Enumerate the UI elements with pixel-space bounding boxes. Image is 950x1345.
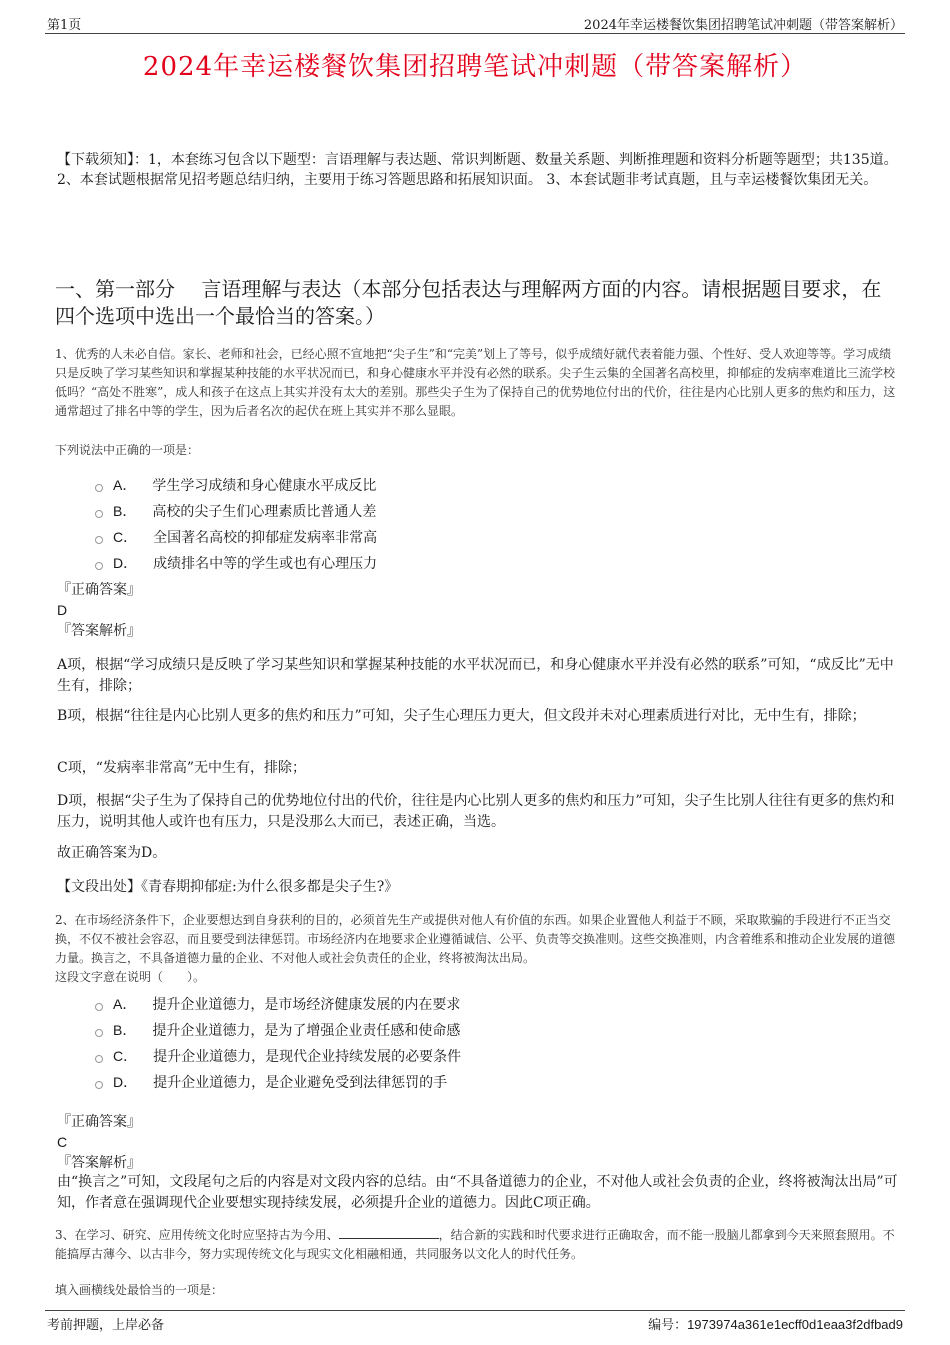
- radio-icon[interactable]: [95, 1003, 103, 1011]
- option-letter: B．: [113, 503, 137, 519]
- document-code: [648, 1314, 903, 1333]
- q1-analysis-a: A项，根据“学习成绩只是反映了学习某些知识和掌握某种技能的水平状况而已，和身心健康水平并没有必然的联系”可知，“成反比”无中生有，排除；: [57, 657, 894, 694]
- q2-answer-label: 『正确答案』: [57, 1114, 141, 1130]
- q3-text-before: 3、在学习、研究、应用传统文化时应坚持古为今用、: [55, 1228, 339, 1242]
- q1-option-c[interactable]: [95, 524, 875, 550]
- option-text: 成绩排名中等的学生或也有心理压力: [153, 556, 378, 572]
- q2-passage: 2、在市场经济条件下，企业要想达到自身获利的目的，必须首先生产或提供对他人有价值的东西。如果企业置他人利益于不顾，采取欺骗的手段进行不正当交换，不仅不被社会容忍，而且要受到法律惩罚。市场经济内在地要求企业遵循诚信、公平、负责等交换准则。这些交换准则，内含着维系和推动企业发展的道德力量。换言之，不具备道德力量的企业、不对他人或社会负责任的企业，终将被淘汰出局。: [55, 913, 896, 965]
- option-text: 学生学习成绩和身心健康水平成反比: [152, 478, 377, 494]
- q1-source: 【文段出处】《青春期抑郁症:为什么很多都是尖子生?》: [57, 879, 399, 895]
- q1-prompt: 下列说法中正确的一项是：: [55, 443, 200, 457]
- footer-rule: [45, 1310, 905, 1311]
- radio-icon[interactable]: [95, 484, 103, 492]
- q2-options: [95, 991, 875, 1095]
- q1-answer-label: 『正确答案』: [57, 582, 141, 598]
- code-value: 1973974a361e1ecff0d1eaa3f2dfbad9: [687, 1317, 903, 1332]
- q1-analysis-label: 『答案解析』: [57, 623, 141, 639]
- q1-analysis-b: B项，根据“往往是内心比别人更多的焦灼和压力”可知，尖子生心理压力更大，但文段并未对心理素质进行对比，无中生有，排除；: [57, 708, 866, 724]
- option-letter: A．: [113, 996, 137, 1012]
- q2-analysis: 由“换言之”可知，文段尾句之后的内容是对文段内容的总结。由“不具备道德力的企业，不对他人或社会负责的企业，终将被淘汰出局”可知，作者意在强调现代企业要想实现持续发展，必须提升企业的道德力。因此C项正确。: [57, 1174, 898, 1211]
- radio-icon[interactable]: [95, 1055, 103, 1063]
- radio-icon[interactable]: [95, 1029, 103, 1037]
- option-text: 高校的尖子生们心理素质比普通人差: [152, 504, 377, 520]
- running-header-title: 2024年幸运楼餐饮集团招聘笔试冲刺题（带答案解析）: [583, 18, 903, 33]
- document-title: 2024年幸运楼餐饮集团招聘笔试冲刺题（带答案解析）: [142, 52, 808, 82]
- option-letter: A．: [113, 477, 137, 493]
- q1-conclusion: 故正确答案为D。: [57, 845, 167, 861]
- radio-icon[interactable]: [95, 1081, 103, 1089]
- q2-option-d[interactable]: [95, 1069, 875, 1095]
- q1-passage: 1、优秀的人未必自信。家长、老师和社会，已经心照不宣地把“尖子生”和“完美”划上了等号，似乎成绩好就代表着能力强、个性好、受人欢迎等等。学习成绩只是反映了学习某些知识和掌握某种技能的水平状况而已，和身心健康水平并没有必然的联系。尖子生云集的全国著名高校里，抑郁症的发病率难道比三流学校低吗？“高处不胜寒”，成人和孩子在这点上其实并没有太大的差别。那些尖子生为了保持自己的优势地位付出的代价，往往是内心比别人更多的焦灼和压力，这通常超过了排名中等的学生，因为后者名次的起伏在班上其实并不那么显眼。: [55, 347, 896, 418]
- q1-options: [95, 472, 875, 576]
- q2-option-a[interactable]: [95, 991, 875, 1017]
- section-heading: 一、第一部分 言语理解与表达（本部分包括表达与理解两方面的内容。请根据题目要求，在四个选项中选出一个最恰当的答案。）: [55, 277, 882, 328]
- radio-icon[interactable]: [95, 510, 103, 518]
- q2-prompt: 这段文字意在说明（ ）。: [55, 970, 206, 984]
- q3-text-after: ，结合新的实践和时代要求进行正确取舍，而不能一股脑儿都拿到今天来照套照用。不能搞厚古薄今、以古非今，努力实现传统文化与现实文化相融相通，共同服务以文化人的时代任务。: [55, 1228, 895, 1261]
- header-rule: [45, 33, 905, 34]
- option-letter: C．: [113, 1048, 138, 1064]
- q2-option-b[interactable]: [95, 1017, 875, 1043]
- q1-answer: D: [57, 602, 68, 618]
- q2-analysis-label: 『答案解析』: [57, 1155, 141, 1171]
- option-letter: D．: [113, 555, 138, 571]
- option-text: 提升企业道德力，是企业避免受到法律惩罚的手: [153, 1075, 448, 1091]
- footer-slogan: 考前押题，上岸必备: [47, 1318, 165, 1333]
- q1-analysis-c: C项，“发病率非常高”无中生有，排除；: [57, 760, 307, 776]
- q1-option-d[interactable]: [95, 550, 875, 576]
- q3-passage: [55, 1226, 900, 1264]
- q3-prompt: 填入画横线处最恰当的一项是：: [55, 1283, 224, 1297]
- option-letter: C．: [113, 529, 138, 545]
- option-letter: D．: [113, 1074, 138, 1090]
- fill-blank: [339, 1226, 439, 1239]
- option-text: 提升企业道德力，是市场经济健康发展的内在要求: [152, 997, 461, 1013]
- code-label: 编号：: [648, 1318, 688, 1333]
- q1-analysis-d: D项，根据“尖子生为了保持自己的优势地位付出的代价，往往是内心比别人更多的焦灼和压力”可知，尖子生比别人往往有更多的焦灼和压力，说明其他人或许也有压力，只是没那么大而已，表述正确，当选。: [57, 793, 895, 830]
- q2-option-c[interactable]: [95, 1043, 875, 1069]
- q2-answer: C: [57, 1134, 68, 1150]
- radio-icon[interactable]: [95, 536, 103, 544]
- option-text: 提升企业道德力，是为了增强企业责任感和使命感: [152, 1023, 461, 1039]
- option-letter: B．: [113, 1022, 137, 1038]
- page-number: 第1页: [47, 18, 82, 33]
- option-text: 提升企业道德力，是现代企业持续发展的必要条件: [153, 1049, 462, 1065]
- radio-icon[interactable]: [95, 562, 103, 570]
- q1-option-b[interactable]: [95, 498, 875, 524]
- download-notice: 【下载须知】：1，本套练习包含以下题型：言语理解与表达题、常识判断题、数量关系题、判断推理题和资料分析题等题型；共135道。 2、本套试题根据常见招考题总结归纳，主要用于练习答题思路和拓展知识面。 3、本套试题非考试真题，且与幸运楼餐饮集团无关。: [57, 152, 898, 188]
- option-text: 全国著名高校的抑郁症发病率非常高: [153, 530, 378, 546]
- q1-option-a[interactable]: [95, 472, 875, 498]
